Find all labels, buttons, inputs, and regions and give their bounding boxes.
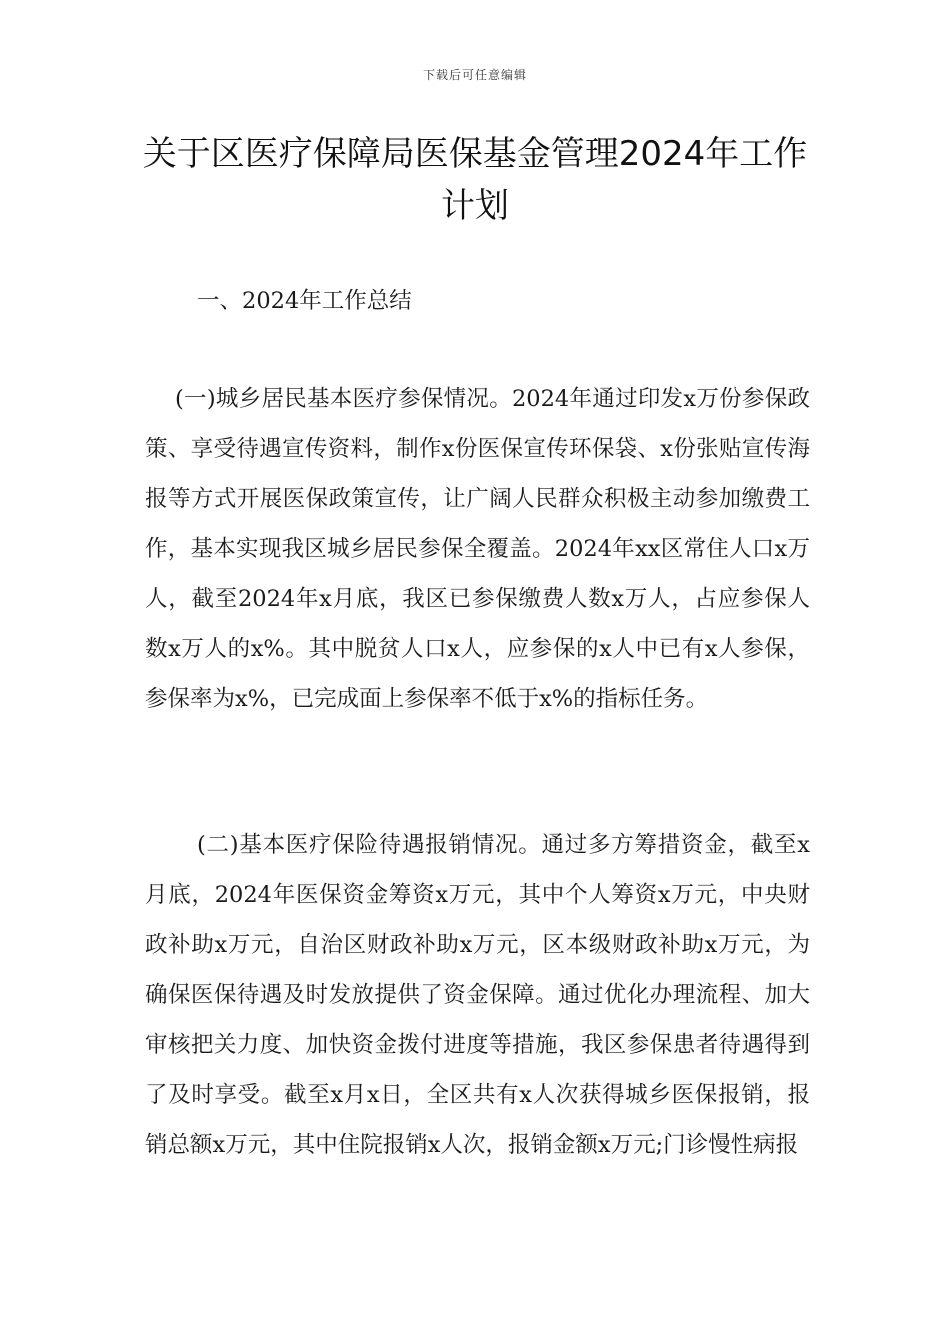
- header-note: 下载后可任意编辑: [422, 68, 527, 82]
- document-title: 关于区医疗保障局医保基金管理2024年工作计划: [142, 134, 808, 226]
- section-heading: 一、2024年工作总结: [197, 288, 412, 314]
- paragraph-2: (二)基本医疗保险待遇报销情况。通过多方筹措资金，截至x月底，2024年医保资金筹资x万元，其中个人筹资x万元，中央财政补助x万元，自治区财政补助x万元，区本级财政补助x万元，为确保医保待遇及时发放提供了资金保障。通过优化办理流程、加大审核把关力度、加快资金拨付进度等措施，我区参保患者待遇得到了及时享受。截至x月x日，全区共有x人次获得城乡医保报销，报销总额x万元，其中住院报销x人次，报销金额x万元;门诊慢性病报: [145, 832, 810, 1158]
- paragraph-1: (一)城乡居民基本医疗参保情况。2024年通过印发x万份参保政策、享受待遇宣传资料，制作x份医保宣传环保袋、x份张贴宣传海报等方式开展医保政策宣传，让广阔人民群众积极主动参加缴费工作，基本实现我区城乡居民参保全覆盖。2024年xx区常住人口x万人，截至2024年x月底，我区已参保缴费人数x万人，占应参保人数x万人的x%。其中脱贫人口x人，应参保的x人中已有x人参保，参保率为x%，已完成面上参保率不低于x%的指标任务。: [145, 386, 810, 712]
